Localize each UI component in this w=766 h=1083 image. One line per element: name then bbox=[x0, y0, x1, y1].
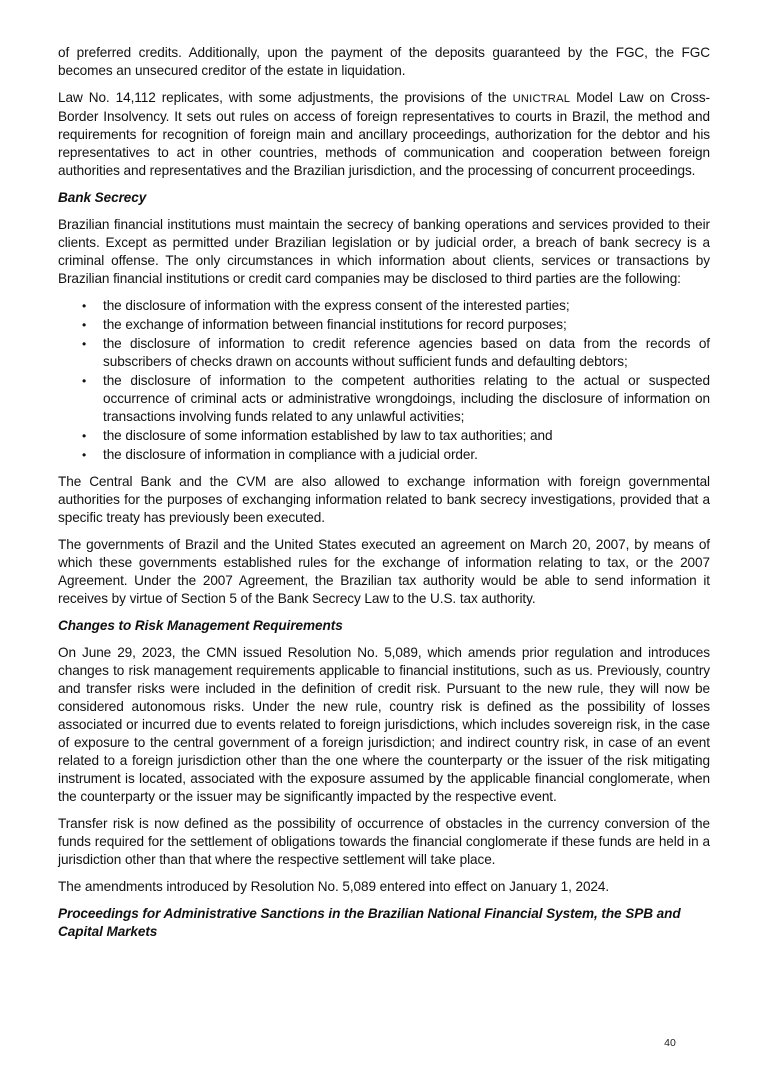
disclosure-list bbox=[58, 297, 710, 464]
list-item-text: the disclosure of information in compliance with a judicial order. bbox=[103, 447, 478, 462]
paragraph-law-14112-start: Law No. 14,112 replicates, with some adjustments, the provisions of the bbox=[58, 90, 513, 105]
bullet-icon: • bbox=[82, 448, 87, 462]
paragraph-amendments-effective: The amendments introduced by Resolution No. 5,089 entered into effect on January 1, 2024. bbox=[58, 879, 610, 894]
bullet-icon: • bbox=[82, 299, 87, 313]
heading-bank-secrecy: Bank Secrecy bbox=[58, 190, 147, 205]
bullet-icon: • bbox=[82, 337, 87, 351]
paragraph-central-bank-cvm: The Central Bank and the CVM are also allowed to exchange information with foreign governmental authorities for the purposes of exchanging information related to bank secrecy investigations, provided that a specific treaty has previously been executed. bbox=[58, 474, 710, 525]
list-item bbox=[58, 427, 710, 445]
heading-administrative-sanctions: Proceedings for Administrative Sanctions in the Brazilian National Financial System, the SPB and Capital Markets bbox=[58, 906, 681, 939]
heading-risk-management: Changes to Risk Management Requirements bbox=[58, 618, 343, 633]
list-item bbox=[58, 335, 710, 371]
list-item bbox=[58, 297, 710, 315]
document-page bbox=[58, 44, 710, 950]
bullet-icon: • bbox=[82, 318, 87, 332]
list-item bbox=[58, 316, 710, 334]
bullet-icon: • bbox=[82, 374, 87, 388]
list-item-text: the disclosure of some information established by law to tax authorities; and bbox=[103, 428, 553, 443]
list-item-text: the exchange of information between financial institutions for record purposes; bbox=[103, 317, 567, 332]
paragraph-transfer-risk: Transfer risk is now defined as the possibility of occurrence of obstacles in the currency conversion of the funds required for the settlement of obligations towards the financial conglomerate if these funds are held in a jurisdiction other than that where the respective settlement will take place. bbox=[58, 816, 710, 867]
list-item bbox=[58, 446, 710, 464]
bullet-icon: • bbox=[82, 429, 87, 443]
paragraph-2007-agreement: The governments of Brazil and the United States executed an agreement on March 20, 2007, by means of which these governments established rules for the exchange of information relating to tax, or the 2007 Agreement. Under the 2007 Agreement, the Brazilian tax authority would be able to send information it receives by virtue of Section 5 of the Bank Secrecy Law to the U.S. tax authority. bbox=[58, 537, 710, 606]
list-item-text: the disclosure of information with the express consent of the interested parties; bbox=[103, 298, 570, 313]
page-number: 40 bbox=[664, 1037, 676, 1049]
paragraph-resolution-5089: On June 29, 2023, the CMN issued Resolution No. 5,089, which amends prior regulation and introduces changes to risk management requirements applicable to financial institutions, such as us. Previously, country and transfer risks were included in the definition of credit risk. Pursuant to the new rule, they will now be considered autonomous risks. Under the new rule, country risk is defined as the possibility of losses associated or incurred due to events related to foreign jurisdictions, which includes sovereign risk, in the case of exposure to the central government of a foreign jurisdiction; and indirect country risk, in case of an event related to a foreign jurisdiction other than the one where the counterparty or the issuer of the risk mitigating instrument is located, associated with the exposure assumed by the applicable financial conglomerate, when the counterparty or the issuer may be significantly impacted by the respective event. bbox=[58, 645, 710, 804]
list-item-text: the disclosure of information to credit reference agencies based on data from the records of subscribers of checks drawn on accounts without sufficient funds and defaulting debtors; bbox=[103, 336, 710, 369]
paragraph-fgc-creditor: of preferred credits. Additionally, upon the payment of the deposits guaranteed by the FGC, the FGC becomes an unsecured creditor of the estate in liquidation. bbox=[58, 45, 710, 78]
list-item-text: the disclosure of information to the competent authorities relating to the actual or suspected occurrence of criminal acts or administrative wrongdoings, including the disclosure of information on transactions involving funds related to any unlawful activities; bbox=[103, 373, 710, 424]
unictral-acronym: UNICTRAL bbox=[512, 93, 571, 105]
list-item bbox=[58, 372, 710, 426]
paragraph-law-14112-end: Model Law on Cross-Border Insolvency. It sets out rules on access of foreign representatives to courts in Brazil, the method and requirements for recognition of foreign main and ancillary proceedings, authorization for the debtor and his representatives to act in other countries, methods of communication and cooperation between foreign authorities and representatives and the Brazilian jurisdiction, and the processing of concurrent proceedings. bbox=[58, 90, 710, 178]
paragraph-bank-secrecy: Brazilian financial institutions must maintain the secrecy of banking operations and services provided to their clients. Except as permitted under Brazilian legislation or by judicial order, a breach of bank secrecy is a criminal offense. The only circumstances in which information about clients, services or transactions by Brazilian financial institutions or credit card companies may be disclosed to third parties are the following: bbox=[58, 217, 710, 286]
paragraph-law-14112 bbox=[58, 89, 710, 180]
